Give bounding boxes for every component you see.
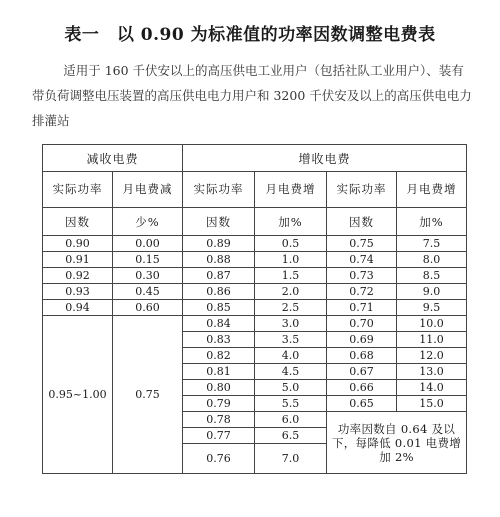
increase2-percent-cell: 15.0 (397, 396, 467, 412)
col-header-3-line2: 因数 (183, 208, 255, 236)
increase-factor-cell: 0.89 (183, 236, 255, 252)
increase2-percent-cell: 10.0 (397, 316, 467, 332)
increase-percent-cell: 5.5 (255, 396, 327, 412)
increase2-percent-cell: 9.0 (397, 284, 467, 300)
col-header-6: 月电费增 (397, 172, 467, 208)
increase-factor-cell: 0.81 (183, 364, 255, 380)
group-header-increase: 增收电费 (183, 145, 467, 172)
reduce-factor-cell: 0.93 (43, 284, 113, 300)
page-title: 表一 以 0.90 为标准值的功率因数调整电费表 (64, 25, 436, 45)
table-row (43, 300, 467, 316)
increase2-factor-cell: 0.74 (327, 252, 397, 268)
increase-factor-cell: 0.82 (183, 348, 255, 364)
col-header-3: 实际功率 (183, 172, 255, 208)
increase-percent-cell: 3.0 (255, 316, 327, 332)
increase2-factor-cell: 0.75 (327, 236, 397, 252)
intro-paragraph: 适用于 160 千伏安以上的高压供电工业用户（包括社队工业用户）、装有带负荷调整电压装置的高压供电电力用户和 3200 千伏安及以上的高压供电电力排灌站 (32, 63, 472, 128)
increase-factor-cell: 0.83 (183, 332, 255, 348)
increase2-factor-cell: 0.66 (327, 380, 397, 396)
table-row (43, 284, 467, 300)
table-row (43, 316, 467, 332)
increase-percent-cell: 2.5 (255, 300, 327, 316)
col-header-1-line2: 因数 (43, 208, 113, 236)
increase2-factor-cell: 0.65 (327, 396, 397, 412)
group-header-reduce: 减收电费 (43, 145, 183, 172)
reduce-percent-cell: 0.00 (113, 236, 183, 252)
increase-factor-cell: 0.84 (183, 316, 255, 332)
col-header-2-line2: 少% (113, 208, 183, 236)
reduce-percent-cell: 0.30 (113, 268, 183, 284)
col-header-5-line2: 因数 (327, 208, 397, 236)
increase-factor-cell: 0.78 (183, 412, 255, 428)
increase2-percent-cell: 14.0 (397, 380, 467, 396)
increase2-factor-cell: 0.70 (327, 316, 397, 332)
reduce-factor-cell: 0.94 (43, 300, 113, 316)
reduce-factor-cell: 0.92 (43, 268, 113, 284)
table-row (43, 268, 467, 284)
reduce-percent-cell: 0.15 (113, 252, 183, 268)
increase-percent-cell: 3.5 (255, 332, 327, 348)
note-cell: 功率因数自 0.64 及以下，每降低 0.01 电费增加 2% (327, 412, 467, 474)
increase-percent-cell: 2.0 (255, 284, 327, 300)
increase-factor-cell: 0.80 (183, 380, 255, 396)
increase2-percent-cell: 11.0 (397, 332, 467, 348)
power-factor-fee-table (42, 144, 467, 474)
increase-percent-cell: 6.0 (255, 412, 327, 428)
increase2-factor-cell: 0.68 (327, 348, 397, 364)
increase2-factor-cell: 0.69 (327, 332, 397, 348)
col-header-4: 月电费增 (255, 172, 327, 208)
reduce-percent-cell: 0.45 (113, 284, 183, 300)
table-row (43, 236, 467, 252)
increase-percent-cell: 7.0 (255, 444, 327, 474)
col-header-2: 月电费减 (113, 172, 183, 208)
increase-factor-cell: 0.77 (183, 428, 255, 444)
col-header-4-line2: 加% (255, 208, 327, 236)
reduce-factor-cell: 0.91 (43, 252, 113, 268)
increase2-factor-cell: 0.67 (327, 364, 397, 380)
increase-percent-cell: 4.0 (255, 348, 327, 364)
reduce-factor-cell: 0.90 (43, 236, 113, 252)
increase-percent-cell: 1.5 (255, 268, 327, 284)
increase2-percent-cell: 8.5 (397, 268, 467, 284)
reduce-factor-merged-cell: 0.95~1.00 (43, 316, 113, 474)
increase-percent-cell: 6.5 (255, 428, 327, 444)
increase-factor-cell: 0.87 (183, 268, 255, 284)
table-row (43, 252, 467, 268)
increase2-percent-cell: 7.5 (397, 236, 467, 252)
increase-factor-cell: 0.86 (183, 284, 255, 300)
col-header-6-line2: 加% (397, 208, 467, 236)
increase2-percent-cell: 12.0 (397, 348, 467, 364)
increase2-percent-cell: 9.5 (397, 300, 467, 316)
increase2-factor-cell: 0.72 (327, 284, 397, 300)
increase-percent-cell: 0.5 (255, 236, 327, 252)
increase-percent-cell: 1.0 (255, 252, 327, 268)
increase-percent-cell: 5.0 (255, 380, 327, 396)
increase2-percent-cell: 8.0 (397, 252, 467, 268)
reduce-percent-cell: 0.60 (113, 300, 183, 316)
col-header-5: 实际功率 (327, 172, 397, 208)
increase2-factor-cell: 0.71 (327, 300, 397, 316)
increase-factor-cell: 0.79 (183, 396, 255, 412)
increase-factor-cell: 0.85 (183, 300, 255, 316)
reduce-percent-merged-cell: 0.75 (113, 316, 183, 474)
increase-factor-cell: 0.88 (183, 252, 255, 268)
increase-percent-cell: 4.5 (255, 364, 327, 380)
increase-factor-cell: 0.76 (183, 444, 255, 474)
increase2-factor-cell: 0.73 (327, 268, 397, 284)
col-header-1: 实际功率 (43, 172, 113, 208)
increase2-percent-cell: 13.0 (397, 364, 467, 380)
